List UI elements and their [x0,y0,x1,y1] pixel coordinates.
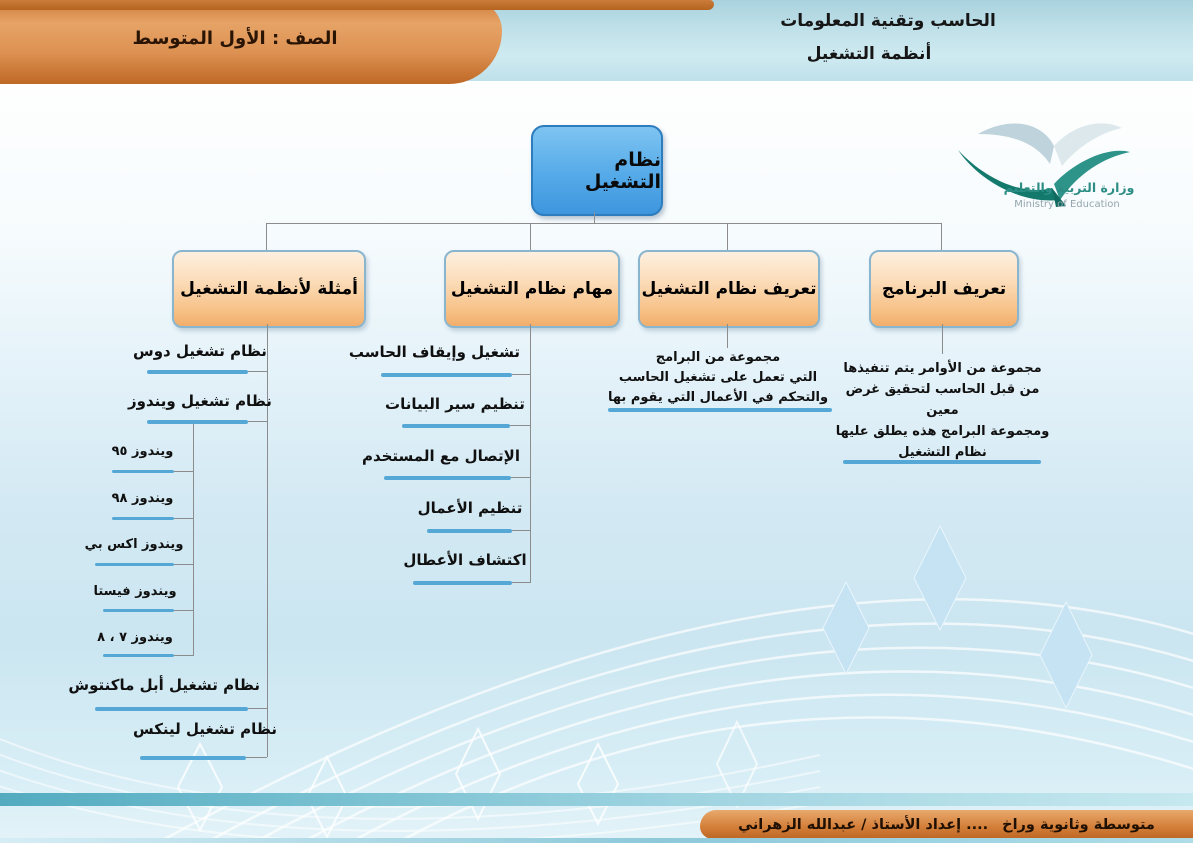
definition-underline [843,460,1041,464]
wave-arcs [150,599,1193,843]
item-underline [103,654,174,657]
connector-line [594,212,595,223]
connector-line [511,477,530,478]
connector-line [512,530,530,531]
branch-spine [267,324,268,757]
topic-title: أنظمة التشغيل [806,44,932,64]
ministry-of-education-logo [950,110,1145,220]
branch-tasks-box: مهام نظام التشغيل [444,250,620,328]
logo-ministry-en: Ministry of Education [1014,199,1120,210]
logo-ministry-ar: وزارة التربية والتعليم [1003,180,1135,195]
item-underline [147,420,248,424]
footer-teal-strip [0,793,1193,806]
task-item-start-stop: تشغيل وإيقاف الحاسب [348,343,520,361]
item-underline [381,373,512,377]
root-node-operating-system: نظام التشغيل [531,125,663,216]
item-underline [103,609,174,612]
branch-spine [727,324,728,348]
connector-line [512,374,530,375]
connector-line [510,425,530,426]
example-item-dos: نظام تشغيل دوس [133,342,267,360]
header-top-strip [0,0,714,10]
connector-line [248,708,267,709]
windows-sub-spine [193,424,194,656]
windows-item-7-8: ويندوز ٧ ، ٨ [97,630,173,645]
connector-line [266,223,267,250]
connector-line [174,471,193,472]
item-underline [95,707,248,711]
definition-underline [608,408,832,412]
diamond-shapes [178,526,1092,837]
branch-os-definition-box: تعريف نظام التشغيل [638,250,820,328]
os-definition-line: والتحكم في الأعمال التي يقوم بها [607,390,829,405]
task-item-organize-work: تنظيم الأعمال [417,499,523,517]
logo-book-left-light [978,124,1054,164]
connector-line [248,421,267,422]
windows-item-xp: ويندوز اكس بي [84,537,184,552]
item-underline [402,424,510,428]
footer-author-credit: .... إعداد الأستاذ / عبدالله الزهراني [738,816,989,833]
os-definition-line: التي تعمل على تشغيل الحاسب [618,370,818,385]
footer-credit-bar [700,810,1193,839]
os-definition-text [598,348,838,408]
grade-label: الصف : الأول المتوسط [132,28,338,49]
connector-line [174,655,193,656]
connector-line [248,371,267,372]
connector-line [174,518,193,519]
example-item-macintosh: نظام تشغيل أبل ماكنتوش [68,676,260,694]
program-definition-text [835,358,1050,463]
os-definition-line: مجموعة من البرامج [655,350,781,365]
item-underline [147,370,248,374]
footer-school-name: متوسطة وثانوية وراخ [1002,816,1155,833]
item-underline [413,581,512,585]
item-underline [384,476,511,480]
item-underline [112,517,174,520]
branch-examples-box: أمثلة لأنظمة التشغيل [172,250,366,328]
item-underline [427,529,512,533]
example-item-linux: نظام تشغيل لينكس [133,720,277,738]
connector-line [266,223,941,224]
program-definition-line: من قبل الحاسب لتحقيق غرض معين [845,382,1040,418]
windows-item-vista: ويندوز فيستا [93,584,177,599]
task-item-data-flow: تنظيم سير البيانات [385,395,525,413]
connector-line [727,223,728,250]
connector-line [174,610,193,611]
connector-line [174,564,193,565]
connector-line [941,223,942,250]
windows-item-95: ويندوز ٩٥ [111,444,174,459]
subject-title: الحاسب وتقنية المعلومات [780,11,996,31]
program-definition-line: ومجموعة البرامج هذه يطلق عليها [835,424,1050,439]
item-underline [140,756,246,760]
connector-line [246,757,267,758]
footer-bottom-strip [0,838,1193,843]
connector-line [530,223,531,250]
program-definition-line: نظام التشغيل [898,445,987,460]
branch-spine [530,324,531,583]
branch-spine [942,324,943,354]
windows-item-98: ويندوز ٩٨ [111,491,174,506]
item-underline [112,470,174,473]
task-item-fault-detection: اكتشاف الأعطال [403,551,527,569]
program-definition-line: مجموعة من الأوامر يتم تنفيذها [843,361,1042,376]
branch-program-definition-box: تعريف البرنامج [869,250,1019,328]
task-item-user-communication: الإتصال مع المستخدم [361,447,520,465]
example-item-windows: نظام تشغيل ويندوز [128,392,272,410]
connector-line [512,582,530,583]
item-underline [95,563,174,566]
